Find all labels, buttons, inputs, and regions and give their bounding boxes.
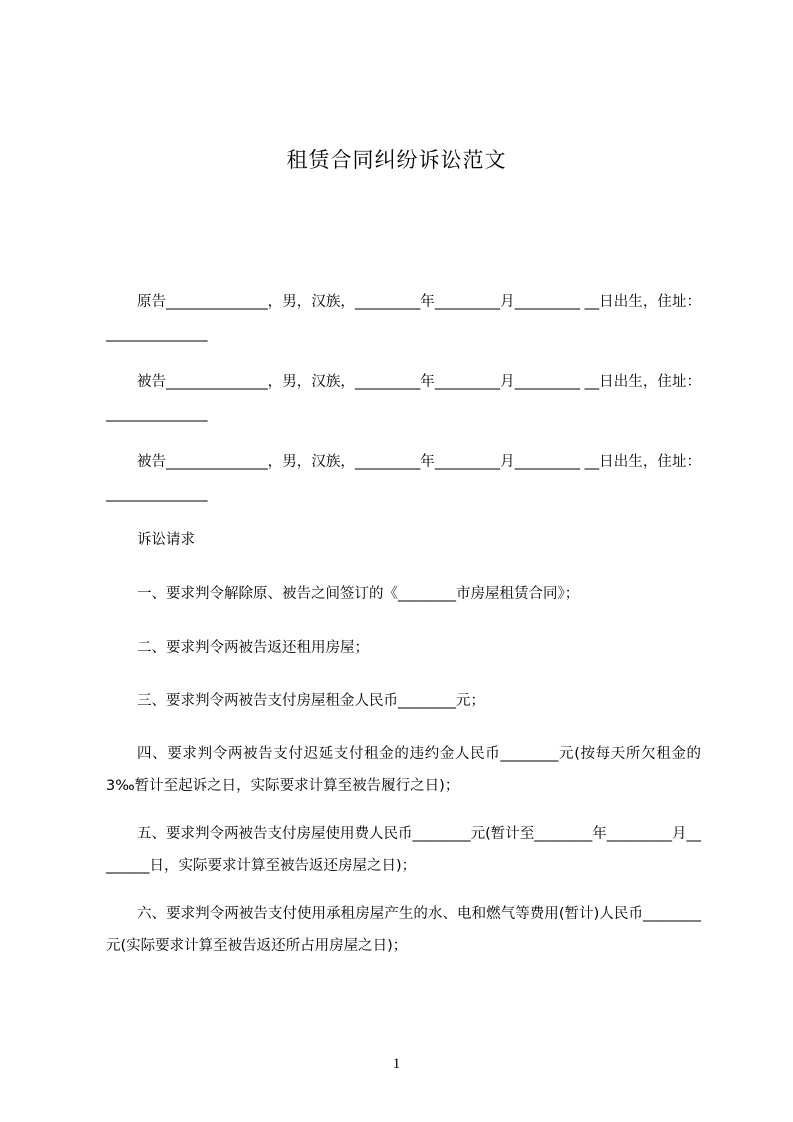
claim-4-paragraph: 四、要求判令两被告支付迟延支付租金的违约金人民币________元(按每天所欠租金的 3‰暂计至起诉之日，实际要求计算至被告履行之日)； <box>106 746 701 794</box>
claim-5-paragraph: 五、要求判令两被告支付房屋使用费人民币________元(暂计至________年_________月________日，实际要求计算至被告返还房屋之日)； <box>106 826 701 874</box>
claim-2-paragraph: 二、要求判令两被告返还租用房屋； <box>137 640 369 656</box>
claim-3-paragraph: 三、要求判令两被告支付房屋租金人民币________元； <box>137 693 485 709</box>
document-title: 租赁合同纠纷诉讼范文 <box>286 148 507 172</box>
claim-1-paragraph: 一、要求判令解除原、被告之间签订的《________市房屋租赁合同》； <box>137 586 580 602</box>
page-number: 1 <box>392 1056 401 1072</box>
plaintiff-paragraph: 原告______________，男，汉族，_________年_________月_________ __日出生，住址：______________ <box>106 294 701 342</box>
defendant-2-paragraph: 被告______________，男，汉族，_________年_________月_________ __日出生，住址：______________ <box>106 454 701 502</box>
claims-heading: 诉讼请求 <box>137 532 195 548</box>
claim-6-paragraph: 六、要求判令两被告支付使用承租房屋产生的水、电和燃气等费用(暂计)人民币________元(实际要求计算至被告返还所占用房屋之日)； <box>106 906 701 954</box>
defendant-1-paragraph: 被告______________，男，汉族，_________年_________月_________ __日出生，住址：______________ <box>106 374 701 422</box>
